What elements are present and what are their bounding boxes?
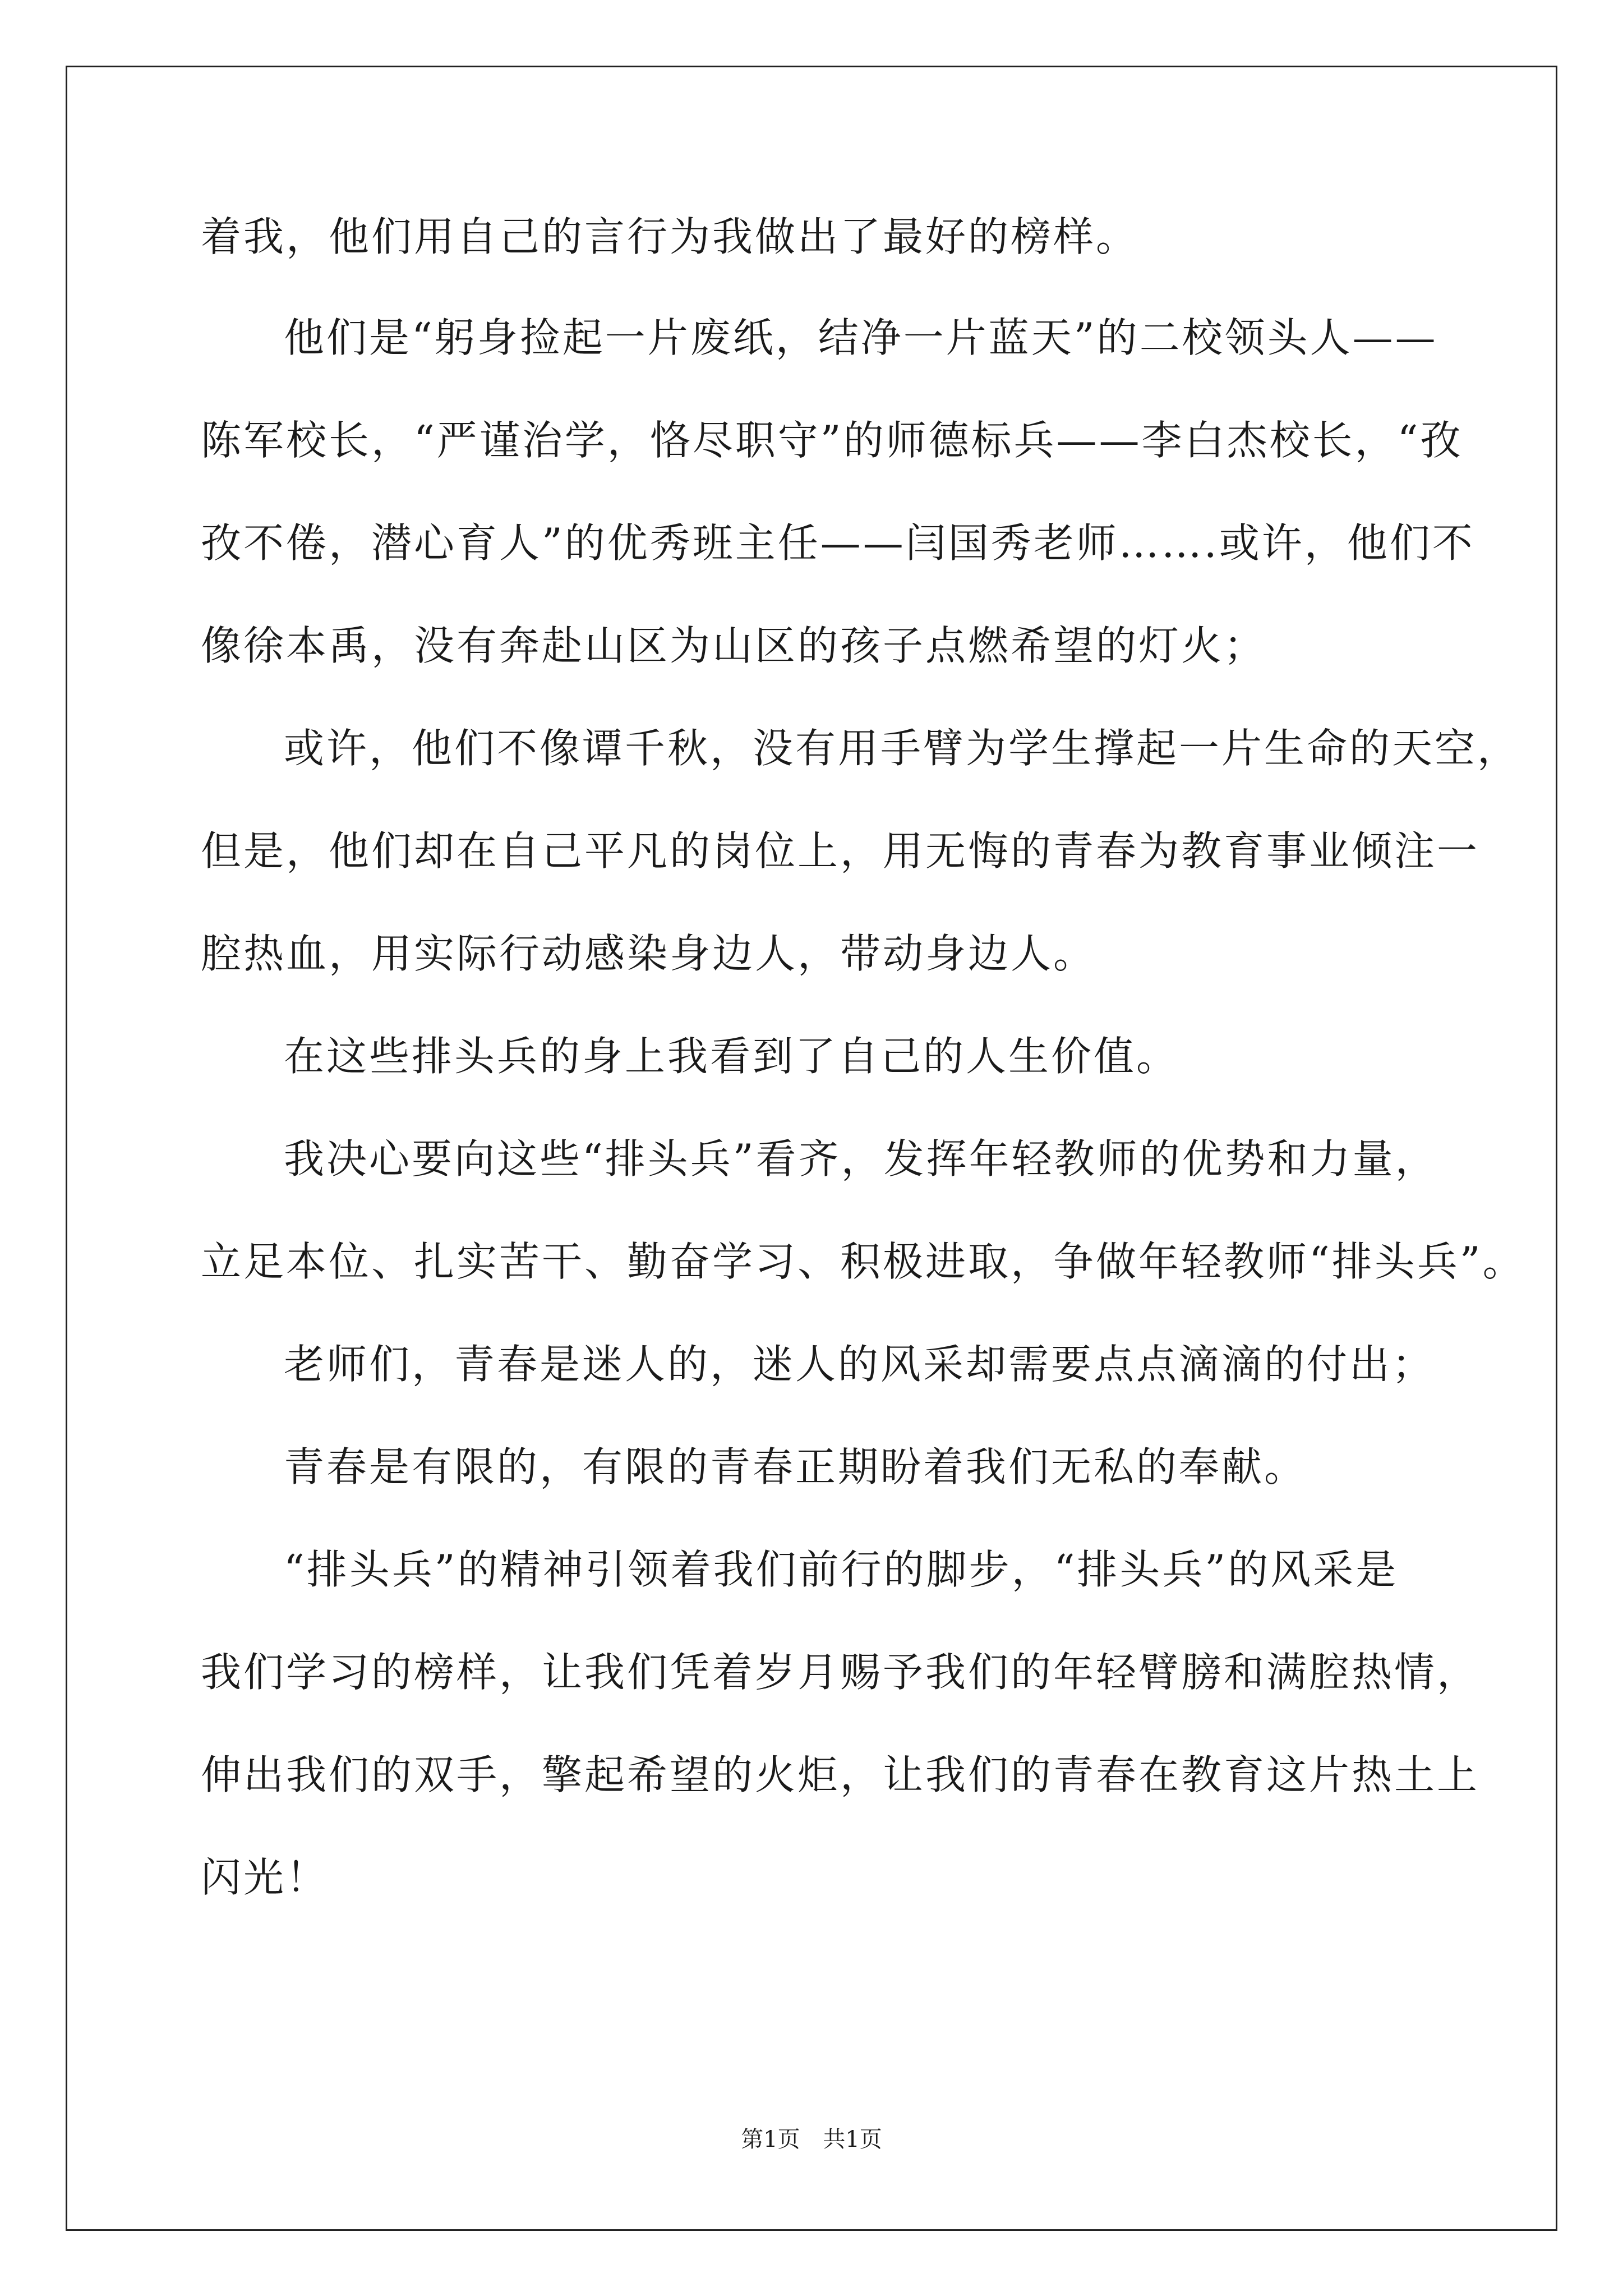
text-line: 像徐本禹，没有奔赴山区为山区的孩子点燃希望的灯火； xyxy=(201,622,1267,669)
paragraph-start-line: 在这些排头兵的身上我看到了自己的人生价值。 xyxy=(284,1033,1179,1080)
paragraph-start-line: 青春是有限的，有限的青春正期盼着我们无私的奉献。 xyxy=(284,1443,1307,1490)
text-line: 孜不倦，潜心育人”的优秀班主任——闫国秀老师…….或许，他们不 xyxy=(201,519,1475,567)
text-line: 腔热血，用实际行动感染身边人，带动身边人。 xyxy=(201,930,1096,977)
text-line: 伸出我们的双手，擎起希望的火炬，让我们的青春在教育这片热土上 xyxy=(201,1751,1480,1798)
page-footer xyxy=(0,2125,1623,2154)
page-number-current: 第1页 xyxy=(741,2127,800,2152)
text-line: 闪光！ xyxy=(201,1854,329,1901)
text-line: 我们学习的榜样，让我们凭着岁月赐予我们的年轻臂膀和满腔热情， xyxy=(201,1649,1480,1696)
paragraph-start-line: 或许，他们不像谭千秋，没有用手臂为学生撑起一片生命的天空， xyxy=(284,725,1520,772)
text-line: 立足本位、扎实苦干、勤奋学习、积极进取，争做年轻教师“排头兵”。 xyxy=(201,1238,1525,1285)
paragraph-start-line: 老师们，青春是迷人的，迷人的风采却需要点点滴滴的付出； xyxy=(284,1341,1435,1388)
paragraph-start-line: 我决心要向这些“排头兵”看齐，发挥年轻教师的优势和力量， xyxy=(284,1135,1438,1182)
text-line: 但是，他们却在自己平凡的岗位上，用无悔的青春为教育事业倾注一 xyxy=(201,827,1480,875)
paragraph-start-line: 他们是“躬身捡起一片废纸，结净一片蓝天”的二校领头人—— xyxy=(284,314,1438,361)
text-line: 陈军校长，“严谨治学，恪尽职守”的师德标兵——李白杰校长，“孜 xyxy=(201,417,1463,464)
text-line: 着我，他们用自己的言行为我做出了最好的榜样。 xyxy=(201,213,1139,260)
paragraph-start-line: “排头兵”的精神引领着我们前行的脚步，“排头兵”的风采是 xyxy=(284,1546,1399,1593)
page-number-total: 共1页 xyxy=(823,2127,882,2152)
